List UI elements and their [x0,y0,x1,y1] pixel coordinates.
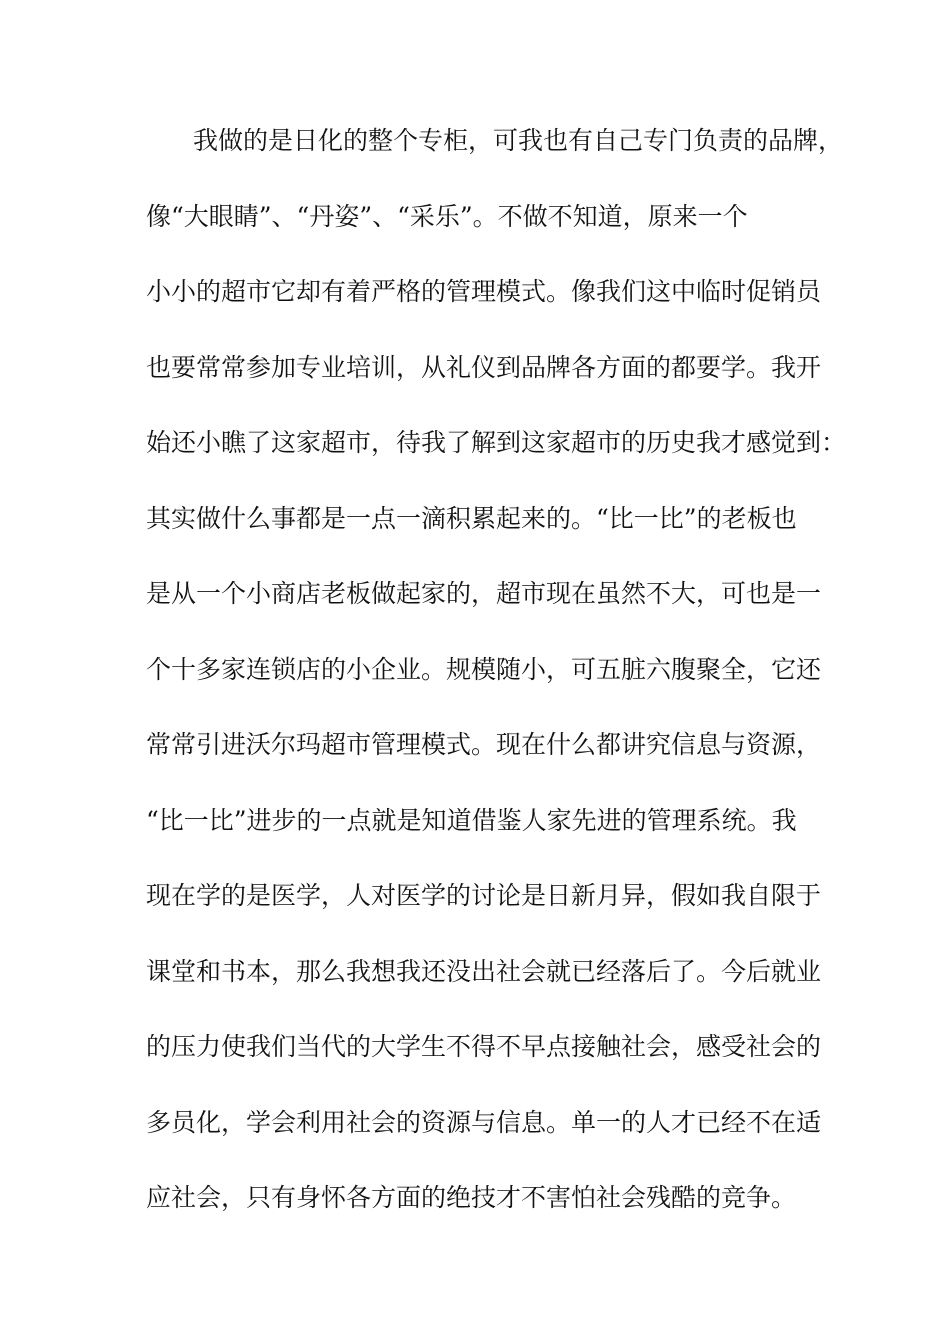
text-line: 小小的超市它却有着严格的管理模式。像我们这中临时促销员 [146,277,822,306]
text-line: 课堂和书本，那么我想我还没出社会就已经落后了。今后就业 [146,956,822,986]
text-line: 多员化，学会利用社会的资源与信息。单一的人才已经不在适 [146,1107,822,1137]
text-line: 个十多家连锁店的小企业。规模随小，可五脏六腹聚全，它还 [146,654,822,684]
text-line: 常常引进沃尔玛超市管理模式。现在什么都讲究信息与资源， [146,730,822,759]
text-line: 是从一个小商店老板做起家的，超市现在虽然不大，可也是一 [146,579,822,608]
text-line: 像“大眼睛”、“丹姿”、“采乐”。不做不知道，原来一个 [146,201,748,231]
text-line: 应社会，只有身怀各方面的绝技才不害怕社会残酷的竞争。 [146,1183,797,1212]
text-line: 的压力使我们当代的大学生不得不早点接触社会，感受社会的 [146,1032,822,1061]
text-line: 始还小瞧了这家超市，待我了解到这家超市的历史我才感觉到： [146,428,847,457]
text-line: 现在学的是医学，人对医学的讨论是日新月异，假如我自限于 [146,881,822,910]
text-line: “比一比”进步的一点就是知道借鉴人家先进的管理系统。我 [146,805,797,835]
text-line: 其实做什么事都是一点一滴积累起来的。“比一比”的老板也 [146,503,797,533]
text-line: 我做的是日化的整个专柜，可我也有自己专门负责的品牌， [193,126,844,155]
text-line: 也要常常参加专业培训，从礼仪到品牌各方面的都要学。我开 [146,352,822,382]
body-paragraph [146,126,847,1261]
